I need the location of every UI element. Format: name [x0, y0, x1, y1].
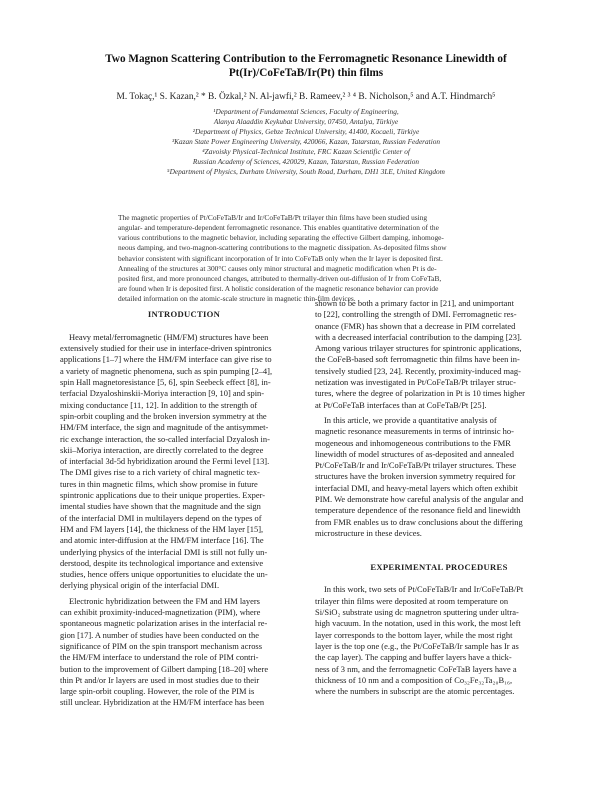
text-line: of the interfacial DMI in multilayers depend on the types of [60, 512, 262, 523]
affiliation-line: ⁵Department of Physics, Durham University, South Road, Durham, DH1 3LE, United Kingdom [167, 167, 445, 176]
text-line: significance of PIM on the spin transport mechanism across [60, 640, 262, 651]
text-line: spin Hall magnetoresistance [5, 6], spin Seebeck effect [8], in- [60, 377, 271, 388]
abstract [118, 213, 494, 304]
text-line: extensively studied for their use in interface-driven spintronics [60, 343, 272, 354]
text-line: ric exchange interaction, the so-called interfacial Dzyalosh in- [60, 433, 270, 444]
abstract-line: various contributions to the magnetic behavior, including separating the effective Gilbert damping, inhomoge- [118, 233, 444, 243]
text-line: high vacuum. In the notation, used in this work, the most left [315, 618, 521, 629]
paper-title [60, 52, 552, 80]
text-line: spintronic applications due to their unique properties. Exper- [60, 490, 266, 501]
text-line: tures in thin magnetic films, which show promise in future [60, 478, 258, 489]
intro-paragraph-3 [315, 298, 563, 411]
text-line: derstood, despite its technological importance and extensive [60, 557, 264, 568]
text-line: Among various trilayer structures for spintronic applications, [315, 343, 522, 354]
text-line: mogeneous and inhomogeneous contributions to the FMR [315, 437, 511, 448]
text-line: The DMI gives rise to a rich variety of chiral magnetic tex- [60, 467, 260, 478]
abstract-line: detailed information on the atomic-scale structure in magnetic thin-film devices. [118, 294, 356, 304]
text-line: large spin-orbit coupling. However, the role of the PIM is [60, 686, 255, 697]
text-line: and atomic inter-diffusion at the HM/FM interface [16]. The [60, 535, 264, 546]
text-line: temperature dependence of the resonance field and linewidth [315, 505, 521, 516]
text-line: onance (FMR) has shown that a decrease in PIM correlated [315, 320, 516, 331]
text-line: thin Pt and/or Ir layers are used in most studies due to their [60, 674, 260, 685]
text-line: In this work, two sets of Pt/CoFeTaB/Ir and Ir/CoFeTaB/Pt [324, 584, 524, 595]
right-column [315, 298, 563, 697]
text-line: bution to the improvement of Gilbert damping [18–20] where [60, 663, 269, 674]
text-line: HM and FM layers [14], the thickness of the HM layer [15], [60, 523, 264, 534]
text-line: netization was investigated in Pt/CoFeTaB/Pt trilayer struc- [315, 377, 516, 388]
text-line: interfacial DMI, and heavy-metal layers which often exhibit [315, 482, 518, 493]
text-line: shown to be both a primary factor in [21], and unimportant [315, 298, 514, 308]
text-line: the CoFeB-based soft ferromagnetic thin films have been in- [315, 354, 520, 365]
text-line: gion [17]. A number of studies have been conducted on the [60, 629, 259, 640]
author-list: M. Tokaç,¹ S. Kazan,² * B. Özkal,² N. Al-jawfi,² B. Rameev,² ³ ⁴ B. Nicholson,⁵ and A.T. Hindmarch⁵ [116, 92, 496, 102]
text-line: a variety of magnetic phenomena, such as spin pumping [2–4], [60, 365, 273, 376]
affiliation-line: ³Kazan State Power Engineering University, 420066, Kazan, Tatarstan, Russian Federation [171, 137, 441, 146]
text-line: imental studies have shown that the magnitude and the sign [60, 501, 261, 512]
abstract-line: Annealing of the structures at 300°C causes only minor structural and magnetic modification when Pt is de- [118, 263, 437, 273]
text-line: linewidth of model structures of as-deposited and annealed [315, 448, 514, 459]
affiliation-line: ¹Department of Fundamental Sciences, Faculty of Engineering, [213, 107, 399, 116]
abstract-line: behavior consistent with significant incorporation of Ir into CoFeTaB only when the Ir layer is deposited first. [118, 253, 443, 263]
section-heading-experimental: EXPERIMENTAL PROCEDURES [370, 561, 508, 572]
abstract-line: neous damping, and two-magnon-scattering contributions to the magnetic dissipation. As-deposited films show [118, 243, 447, 253]
section-heading-introduction: INTRODUCTION [147, 309, 221, 320]
text-line: Pt/CoFeTaB/Ir and Ir/CoFeTaB/Pt trilayer structures. These [315, 460, 517, 471]
text-line: trilayer thin films were deposited at room temperature on [315, 595, 509, 606]
text-line: of interfacial 3d-5d hybridization around the Fermi level [13]. [60, 456, 270, 467]
affiliation-line: Alanya Alaaddin Keykubat University, 07450, Antalya, Türkiye [213, 117, 399, 126]
text-line: the HM/FM interface to understand the role of PIM contri- [60, 652, 259, 663]
text-line: layer corresponds to the bottom layer, while the most right [315, 629, 513, 640]
abstract-line: posited first, and more pronounced changes, attributed to thermally-driven out-diffusion of Ir from CoFeTaB, [118, 273, 442, 283]
intro-paragraph-2 [60, 596, 308, 709]
text-line: spontaneous magnetic polarization arises in the interfacial re- [60, 618, 268, 629]
text-line: the cap layer). The capping and buffer layers have a thick- [315, 652, 512, 663]
text-line: spin-orbit coupling and the broken inversion symmetry at the [60, 410, 267, 421]
title-line-1: Two Magnon Scattering Contribution to the Ferromagnetic Resonance Linewidth of [105, 53, 507, 65]
text-line: applications [1–7] where the HM/FM interface can give rise to [60, 354, 272, 365]
text-line: thickness of 10 nm and a composition of Co₃₂Fe₃₂Ta₂₀B₁₆, [315, 674, 513, 685]
affiliation-line: ⁴Zavoisky Physical-Technical Institute, FRC Kazan Scientific Center of [202, 147, 410, 156]
text-line: terfacial Dzyaloshinskii-Moriya interaction [9, 10] and spin- [60, 388, 265, 399]
text-line: from FMR enables us to draw conclusions about the differing [315, 516, 523, 527]
text-line: structures have the broken inversion symmetry required for [315, 471, 516, 482]
title-line-2: Pt(Ir)/CoFeTaB/Ir(Pt) thin films [228, 67, 384, 79]
experimental-paragraph-1 [315, 584, 563, 697]
affiliation-line: Russian Academy of Sciences, 420029, Kazan, Tatarstan, Russian Federation [192, 157, 420, 166]
text-line: where the numbers in subscript are the atomic percentages. [315, 686, 515, 697]
text-line: underlying physics of the interfacial DMI is still not fully un- [60, 546, 268, 557]
text-line: tensively studied [23, 24]. Recently, proximity-induced mag- [315, 365, 521, 376]
text-line: ness of 3 nm, and the ferromagnetic CoFeTaB layers have a [315, 663, 517, 674]
abstract-line: angular- and temperature-dependent ferromagnetic resonance. This enables quantitative determination of the [118, 223, 439, 233]
text-line: at Pt/CoFeTaB interfaces than at CoFeTaB/Pt [25]. [315, 399, 487, 410]
intro-paragraph-1 [60, 332, 308, 592]
text-line: In this article, we provide a quantitative analysis of [324, 414, 497, 425]
text-line: studies, hence offers unique opportunities to elucidate the un- [60, 569, 268, 580]
affiliations [60, 107, 552, 177]
text-line: still unclear. Hybridization at the HM/FM interface has been [60, 697, 265, 708]
text-line: Si/SiO₂ substrate using dc magnetron sputtering under ultra- [315, 607, 519, 618]
text-line: Heavy metal/ferromagnetic (HM/FM) structures have been [69, 331, 269, 342]
text-line: with a decreased interfacial contribution to the damping [23]. [315, 331, 522, 342]
text-line: microstructure in these devices. [315, 527, 422, 538]
affiliation-line: ²Department of Physics, Gebze Technical University, 41400, Kocaeli, Türkiye [192, 127, 420, 136]
abstract-line: are found when Ir is deposited first. A holistic consideration of the magnetic resonance behavior can provide [118, 284, 439, 294]
text-line: HM/FM interface, the sign and magnitude of the antisymmet- [60, 422, 269, 433]
text-line: can exhibit proximity-induced-magnetization (PIM), where [60, 607, 261, 618]
text-line: to [22], controlling the strength of DMI. Ferromagnetic res- [315, 309, 517, 320]
text-line: layer is the top one (e.g., the Pt/CoFeTaB/Ir sample has Ir as [315, 640, 519, 651]
text-line: Electronic hybridization between the FM and HM layers [69, 595, 260, 606]
intro-paragraph-4 [315, 415, 563, 539]
left-column [60, 298, 308, 709]
text-line: derlying physical origin of the interfacial DMI. [60, 580, 220, 591]
text-line: PIM. We demonstrate how careful analysis of the angular and [315, 494, 524, 505]
abstract-line: The magnetic properties of Pt/CoFeTaB/Ir and Ir/CoFeTaB/Pt trilayer thin films have been studied using [118, 213, 428, 222]
text-line: skii–Moriya interaction, are directly correlated to the degree [60, 444, 264, 455]
text-line: magnetic resonance measurements in terms of intrinsic ho- [315, 426, 514, 437]
text-line: tures, where the degree of polarization in Pt is 10 times higher [315, 388, 525, 399]
text-line: mixing conductance [11, 12]. In addition to the strength of [60, 399, 258, 410]
